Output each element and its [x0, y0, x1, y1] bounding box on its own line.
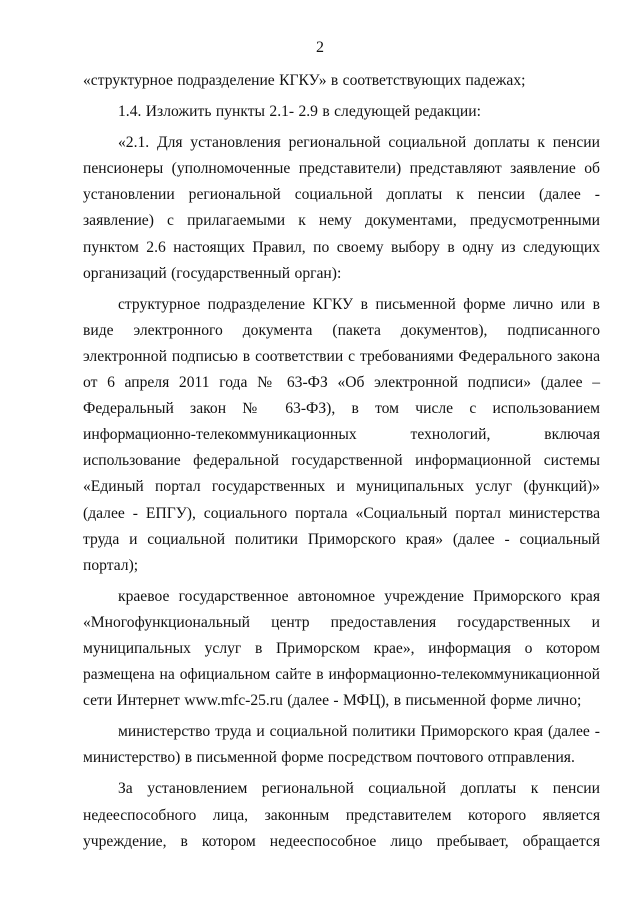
paragraph-incapacitated-person: За установлением региональной социальной доплаты к пенсии недееспособного лица, законным представителем которого является учреждение, в котором недееспособное лицо пребывает, обращается: [83, 780, 600, 850]
paragraph-kgku-option: структурное подразделение КГКУ в письменной форме лично или в виде электронного документа (пакета документов), подписанного электронной подписью в соответствии с требованиями Федерального закона от 6 апреля 2011 года № 63-ФЗ «Об электронной подписи» (далее – Федеральный закон № 63-ФЗ), в том числе с использованием информационно-телекоммуникационных технологий, включая использование федеральной государственной информационной системы «Единый портал государственных и муниципальных услуг (функций)» (далее - ЕПГУ), социального портала «Социальный портал министерства труда и социальной политики Приморского края» (далее - социальный портал);: [83, 295, 600, 574]
paragraph-case-forms: «структурное подразделение КГКУ» в соответствующих падежах;: [83, 72, 526, 89]
page-number: 2: [316, 39, 324, 56]
paragraph-mfc-option: краевое государственное автономное учреждение Приморского края «Многофункциональный центр предоставления государственных и муниципальных услуг в Приморском крае», информация о котором размещена на официальном сайте в информационно-телекоммуникационной сети Интернет www.mfc-25.ru (далее - МФЦ), в письменной форме лично;: [83, 587, 600, 710]
paragraph-clause-1-4: 1.4. Изложить пункты 2.1- 2.9 в следующей редакции:: [118, 103, 481, 121]
paragraph-ministry-option: министерство труда и социальной политики Приморского края (далее - министерство) в письменной форме посредством почтового отправления.: [83, 723, 600, 767]
document-body: [83, 68, 600, 860]
paragraph-clause-2-1: «2.1. Для установления региональной социальной доплаты к пенсии пенсионеры (уполномоченные представители) представляют заявление об установлении региональной социальной доплаты к пенсии (далее - заявление) с прилагаемыми к нему документами, предусмотренными пунктом 2.6 настоящих Правил, по своему выбору в одну из следующих организаций (государственный орган):: [83, 134, 600, 282]
